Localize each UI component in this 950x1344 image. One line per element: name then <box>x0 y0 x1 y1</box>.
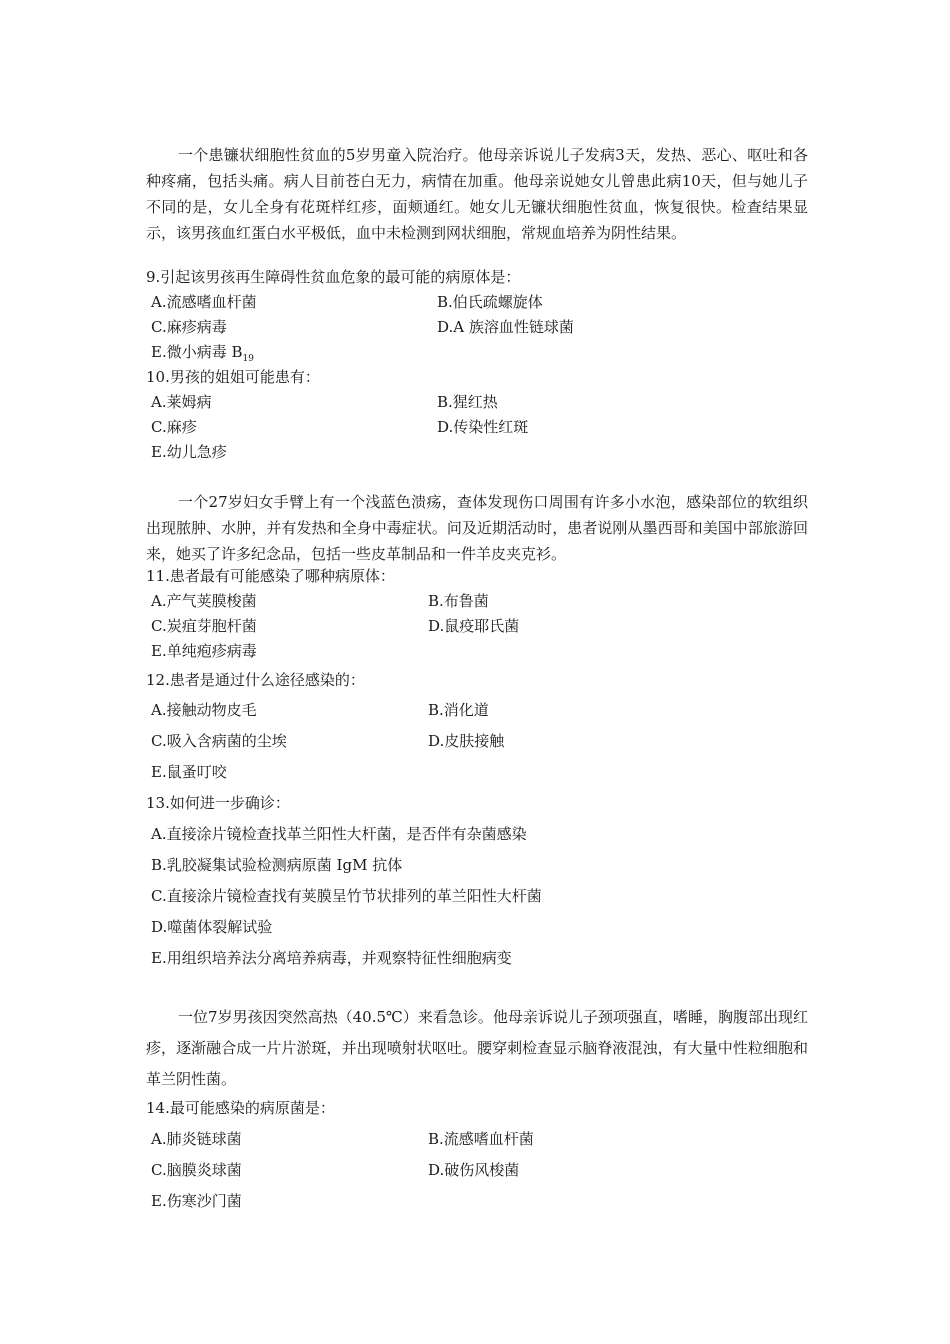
question-10-option-c: C.麻疹 <box>151 418 197 436</box>
question-12-option-a: A.接触动物皮毛 <box>151 701 257 719</box>
question-12-option-b: B.消化道 <box>428 701 489 719</box>
question-11-option-d: D.鼠疫耶氏菌 <box>428 617 520 635</box>
question-13-option-e: E.用组织培养法分离培养病毒，并观察特征性细胞病变 <box>151 949 512 967</box>
question-13-option-b: B.乳胶凝集试验检测病原菌 IgM 抗体 <box>151 856 403 874</box>
question-9-option-d: D.A 族溶血性链球菌 <box>437 318 574 336</box>
question-9-stem: 9.引起该男孩再生障碍性贫血危象的最可能的病原体是： <box>146 268 521 286</box>
question-12-option-c: C.吸入含病菌的尘埃 <box>151 732 287 750</box>
question-11-option-e: E.单纯疱疹病毒 <box>151 642 257 660</box>
question-12-option-d: D.皮肤接触 <box>428 732 505 750</box>
question-10-option-d: D.传染性红斑 <box>437 418 529 436</box>
question-14-option-e: E.伤寒沙门菌 <box>151 1192 242 1210</box>
question-14-option-c: C.脑膜炎球菌 <box>151 1161 242 1179</box>
question-9-option-e-text: E.微小病毒 B <box>151 343 243 361</box>
question-11-option-a: A.产气荚膜梭菌 <box>151 592 257 610</box>
question-12-option-e: E.鼠蚤叮咬 <box>151 763 227 781</box>
question-11-stem: 11.患者最有可能感染了哪种病原体： <box>146 567 395 585</box>
question-11-option-c: C.炭疽芽胞杆菌 <box>151 617 257 635</box>
question-10-option-a: A.莱姆病 <box>151 393 212 411</box>
question-9-option-a: A.流感嗜血杆菌 <box>151 293 257 311</box>
question-10-stem: 10.男孩的姐姐可能患有： <box>146 368 320 386</box>
question-14-option-a: A.肺炎链球菌 <box>151 1130 242 1148</box>
question-14-option-b: B.流感嗜血杆菌 <box>428 1130 534 1148</box>
question-14-option-d: D.破伤风梭菌 <box>428 1161 520 1179</box>
question-9-option-e <box>151 342 254 362</box>
case-2-paragraph: 一个27岁妇女手臂上有一个浅蓝色溃疡，查体发现伤口周围有许多小水泡，感染部位的软组织出现脓肿、水肿，并有发热和全身中毒症状。问及近期活动时，患者说刚从墨西哥和美国中部旅游回来，她买了许多纪念品，包括一些皮革制品和一件羊皮夹克衫。 <box>146 493 808 563</box>
question-13-option-d: D.噬菌体裂解试验 <box>151 918 273 936</box>
question-12-stem: 12.患者是通过什么途径感染的： <box>146 671 365 689</box>
question-13-stem: 13.如何进一步确诊： <box>146 794 290 812</box>
question-9-option-e-subscript: 19 <box>242 354 254 364</box>
case-1-paragraph: 一个患镰状细胞性贫血的5岁男童入院治疗。他母亲诉说儿子发病3天，发热、恶心、呕吐和各种疼痛，包括头痛。病人目前苍白无力，病情在加重。他母亲说她女儿曾患此病10天，但与她儿子不同的是，女儿全身有花斑样红疹，面颊通红。她女儿无镰状细胞性贫血，恢复很快。检查结果显示，该男孩血红蛋白水平极低，血中未检测到网状细胞，常规血培养为阴性结果。 <box>146 146 808 242</box>
question-13-option-c: C.直接涂片镜检查找有荚膜呈竹节状排列的革兰阳性大杆菌 <box>151 887 542 905</box>
question-14-stem: 14.最可能感染的病原菌是： <box>146 1099 335 1117</box>
question-11-option-b: B.布鲁菌 <box>428 592 489 610</box>
question-10-option-b: B.猩红热 <box>437 393 498 411</box>
question-9-option-b: B.伯氏疏螺旋体 <box>437 293 543 311</box>
question-13-option-a: A.直接涂片镜检查找革兰阳性大杆菌，是否伴有杂菌感染 <box>151 825 527 843</box>
question-10-option-e: E.幼儿急疹 <box>151 443 227 461</box>
case-3-paragraph: 一位7岁男孩因突然高热（40.5℃）来看急诊。他母亲诉说儿子颈项强直，嗜睡，胸腹部出现红疹，逐渐融合成一片片淤斑，并出现喷射状呕吐。腰穿刺检查显示脑脊液混浊，有大量中性粒细胞和革兰阴性菌。 <box>146 1008 808 1088</box>
question-9-option-c: C.麻疹病毒 <box>151 318 227 336</box>
